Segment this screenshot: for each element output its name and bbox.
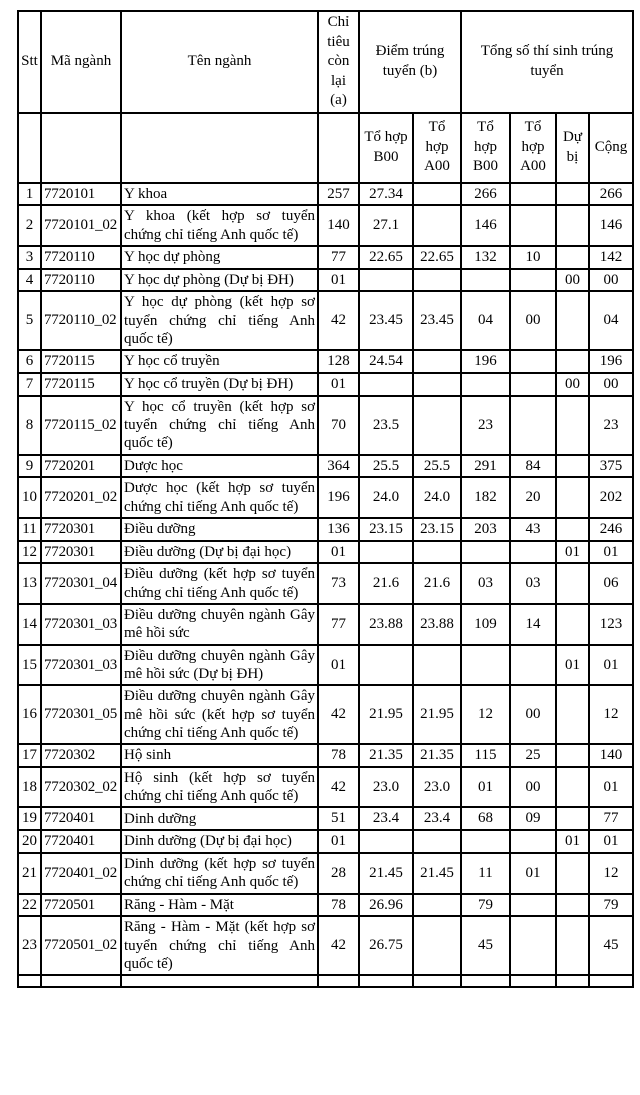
cell-chi-tieu: 73 [318,563,359,604]
cut-off-cell [556,975,589,987]
cell-stt: 4 [18,269,41,292]
cell-tong-b00: 12 [461,685,510,744]
cell-diem-a00 [413,894,461,917]
cell-tong-a00: 20 [510,477,556,518]
cell-cong: 196 [589,350,633,373]
cell-stt: 22 [18,894,41,917]
cell-ma-nganh: 7720401 [41,830,121,853]
cell-diem-b00 [359,830,413,853]
col-header-stt: Stt [18,11,41,113]
cell-cong: 246 [589,518,633,541]
cell-chi-tieu: 01 [318,269,359,292]
cell-chi-tieu: 140 [318,205,359,246]
cell-ma-nganh: 7720302_02 [41,767,121,808]
cut-off-cell [359,975,413,987]
cell-du-bi [556,246,589,269]
cell-tong-b00: 11 [461,853,510,894]
cell-stt: 8 [18,396,41,455]
table-row [18,518,633,541]
cell-stt: 14 [18,604,41,645]
col-header-diem-trung-tuyen: Điểm trúng tuyển (b) [359,11,461,113]
table-row [18,894,633,917]
cell-tong-a00: 00 [510,291,556,350]
cut-off-cell [589,975,633,987]
cell-tong-b00: 03 [461,563,510,604]
cell-ten-nganh: Răng - Hàm - Mặt [121,894,318,917]
cell-cong: 06 [589,563,633,604]
cell-tong-a00: 03 [510,563,556,604]
cell-stt: 3 [18,246,41,269]
table-row [18,645,633,686]
cell-ma-nganh: 7720115 [41,373,121,396]
cell-ten-nganh: Y học dự phòng [121,246,318,269]
cell-tong-a00 [510,269,556,292]
cell-cong: 12 [589,685,633,744]
cell-tong-a00 [510,183,556,206]
cell-ma-nganh: 7720101_02 [41,205,121,246]
cell-du-bi [556,744,589,767]
cell-diem-a00 [413,645,461,686]
table-row [18,246,633,269]
cell-stt: 11 [18,518,41,541]
cell-diem-b00 [359,269,413,292]
cell-du-bi [556,205,589,246]
cell-tong-a00 [510,541,556,564]
cell-du-bi: 00 [556,373,589,396]
cell-chi-tieu: 128 [318,350,359,373]
cell-ma-nganh: 7720302 [41,744,121,767]
cell-du-bi [556,807,589,830]
cell-cong: 142 [589,246,633,269]
cell-tong-a00: 09 [510,807,556,830]
cell-ten-nganh: Y khoa (kết hợp sơ tuyển chứng chỉ tiếng Anh quốc tế) [121,205,318,246]
cell-tong-b00: 182 [461,477,510,518]
table-row [18,350,633,373]
cell-diem-a00: 23.15 [413,518,461,541]
cell-tong-b00: 115 [461,744,510,767]
col-header-ma-nganh: Mã ngành [41,11,121,113]
cell-du-bi: 01 [556,830,589,853]
col-header-chi-tieu: Chỉ tiêu còn lại (a) [318,11,359,113]
cell-diem-a00: 23.45 [413,291,461,350]
subheader-tong-to-hop-b00: Tổ hợp B00 [461,113,510,183]
table-body [18,183,633,988]
cell-chi-tieu: 01 [318,373,359,396]
cell-diem-b00 [359,645,413,686]
cell-stt: 6 [18,350,41,373]
table-row [18,853,633,894]
cell-diem-b00: 27.34 [359,183,413,206]
cell-stt: 18 [18,767,41,808]
cell-cong: 01 [589,541,633,564]
subheader-cong: Cộng [589,113,633,183]
cell-ten-nganh: Dược học (kết hợp sơ tuyển chứng chỉ tiếng Anh quốc tế) [121,477,318,518]
cell-ten-nganh: Điều dưỡng chuyên ngành Gây mê hồi sức [121,604,318,645]
cell-cong: 266 [589,183,633,206]
subheader-empty-chi-tieu [318,113,359,183]
cell-stt: 15 [18,645,41,686]
cell-stt: 20 [18,830,41,853]
cell-ma-nganh: 7720301 [41,541,121,564]
cell-diem-a00: 21.35 [413,744,461,767]
subheader-diem-to-hop-b00: Tổ hợp B00 [359,113,413,183]
subheader-tong-to-hop-a00: Tổ hợp A00 [510,113,556,183]
cell-ma-nganh: 7720115_02 [41,396,121,455]
cell-cong: 45 [589,916,633,975]
cell-chi-tieu: 77 [318,246,359,269]
admission-results-table [17,10,634,988]
cell-diem-b00: 26.75 [359,916,413,975]
cell-stt: 9 [18,455,41,478]
cell-ten-nganh: Điều dưỡng chuyên ngành Gây mê hồi sức (kết hợp sơ tuyển chứng chỉ tiếng Anh quốc tế) [121,685,318,744]
table-header [18,11,633,183]
cell-tong-a00 [510,916,556,975]
cell-chi-tieu: 196 [318,477,359,518]
cell-diem-a00 [413,396,461,455]
table-row [18,477,633,518]
cell-diem-b00: 24.54 [359,350,413,373]
cell-du-bi [556,604,589,645]
cell-tong-a00: 00 [510,767,556,808]
cell-ten-nganh: Dinh dưỡng (Dự bị đại học) [121,830,318,853]
cell-stt: 7 [18,373,41,396]
cell-tong-b00: 291 [461,455,510,478]
cell-chi-tieu: 28 [318,853,359,894]
cell-stt: 23 [18,916,41,975]
table-row [18,744,633,767]
cell-ma-nganh: 7720301_05 [41,685,121,744]
subheader-du-bi: Dự bị [556,113,589,183]
cell-chi-tieu: 01 [318,645,359,686]
cell-tong-b00: 68 [461,807,510,830]
cell-tong-a00: 84 [510,455,556,478]
cell-diem-a00 [413,350,461,373]
cell-cong: 00 [589,373,633,396]
cell-tong-a00: 01 [510,853,556,894]
cell-tong-a00 [510,373,556,396]
cell-stt: 19 [18,807,41,830]
cell-chi-tieu: 70 [318,396,359,455]
cut-off-cell [510,975,556,987]
cell-diem-b00: 21.95 [359,685,413,744]
cell-cong: 01 [589,830,633,853]
cell-diem-a00: 21.6 [413,563,461,604]
cell-diem-b00: 23.88 [359,604,413,645]
cell-ma-nganh: 7720110_02 [41,291,121,350]
cell-stt: 13 [18,563,41,604]
cell-ma-nganh: 7720101 [41,183,121,206]
subheader-diem-to-hop-a00: Tổ hợp A00 [413,113,461,183]
cell-stt: 17 [18,744,41,767]
cell-tong-b00: 23 [461,396,510,455]
cell-ten-nganh: Điều dưỡng [121,518,318,541]
cell-diem-a00 [413,916,461,975]
cell-tong-b00: 01 [461,767,510,808]
cell-diem-b00: 25.5 [359,455,413,478]
cell-ma-nganh: 7720301_04 [41,563,121,604]
table-row [18,269,633,292]
cell-tong-a00: 43 [510,518,556,541]
cell-ma-nganh: 7720201_02 [41,477,121,518]
cell-chi-tieu: 77 [318,604,359,645]
cut-off-cell [461,975,510,987]
table-row [18,604,633,645]
cell-du-bi [556,685,589,744]
cell-ten-nganh: Dược học [121,455,318,478]
cell-ma-nganh: 7720501 [41,894,121,917]
cell-chi-tieu: 136 [318,518,359,541]
cell-ten-nganh: Y học dự phòng (Dự bị ĐH) [121,269,318,292]
cell-ten-nganh: Hộ sinh (kết hợp sơ tuyển chứng chỉ tiếng Anh quốc tế) [121,767,318,808]
cell-tong-b00 [461,541,510,564]
cell-chi-tieu: 01 [318,541,359,564]
cell-ten-nganh: Dinh dưỡng [121,807,318,830]
cell-cong: 375 [589,455,633,478]
cell-stt: 2 [18,205,41,246]
cell-stt: 12 [18,541,41,564]
cell-du-bi [556,455,589,478]
cut-off-cell [413,975,461,987]
table-row [18,455,633,478]
cell-du-bi [556,477,589,518]
cell-cong: 01 [589,767,633,808]
cell-ma-nganh: 7720201 [41,455,121,478]
cell-du-bi [556,396,589,455]
cell-tong-b00: 45 [461,916,510,975]
cell-tong-a00 [510,830,556,853]
cell-tong-b00 [461,645,510,686]
cell-cong: 202 [589,477,633,518]
cell-tong-a00 [510,350,556,373]
cell-ma-nganh: 7720301_03 [41,604,121,645]
cell-ma-nganh: 7720401_02 [41,853,121,894]
cell-diem-a00 [413,373,461,396]
cell-du-bi [556,916,589,975]
cell-diem-b00: 23.15 [359,518,413,541]
table-row [18,685,633,744]
table-row [18,767,633,808]
cell-du-bi [556,767,589,808]
cell-ten-nganh: Điều dưỡng (Dự bị đại học) [121,541,318,564]
cut-off-row [18,975,633,987]
cell-tong-b00 [461,269,510,292]
cell-ten-nganh: Y học cổ truyền (Dự bị ĐH) [121,373,318,396]
cell-ten-nganh: Dinh dưỡng (kết hợp sơ tuyển chứng chỉ tiếng Anh quốc tế) [121,853,318,894]
cell-tong-b00 [461,830,510,853]
table-row [18,541,633,564]
cell-tong-a00 [510,645,556,686]
cell-chi-tieu: 78 [318,744,359,767]
cell-tong-a00: 00 [510,685,556,744]
cell-cong: 04 [589,291,633,350]
cell-chi-tieu: 51 [318,807,359,830]
table-row [18,396,633,455]
cell-stt: 5 [18,291,41,350]
cell-tong-a00 [510,396,556,455]
cell-du-bi [556,853,589,894]
table-row [18,183,633,206]
cell-du-bi [556,350,589,373]
cell-ten-nganh: Y khoa [121,183,318,206]
cell-diem-b00: 24.0 [359,477,413,518]
cell-diem-b00: 26.96 [359,894,413,917]
cell-diem-b00 [359,541,413,564]
cell-tong-b00: 146 [461,205,510,246]
cell-chi-tieu: 42 [318,767,359,808]
cell-diem-b00: 21.35 [359,744,413,767]
cell-du-bi [556,518,589,541]
cell-tong-a00 [510,894,556,917]
cell-chi-tieu: 42 [318,685,359,744]
cell-tong-b00: 132 [461,246,510,269]
cell-ma-nganh: 7720301_03 [41,645,121,686]
cell-cong: 12 [589,853,633,894]
cell-stt: 16 [18,685,41,744]
cell-diem-b00: 23.4 [359,807,413,830]
cell-tong-a00: 14 [510,604,556,645]
cut-off-cell [318,975,359,987]
cell-stt: 1 [18,183,41,206]
cell-du-bi [556,183,589,206]
subheader-empty-ma-nganh [41,113,121,183]
cell-diem-b00 [359,373,413,396]
cell-chi-tieu: 42 [318,291,359,350]
cell-diem-a00: 23.4 [413,807,461,830]
cell-ten-nganh: Điều dưỡng (kết hợp sơ tuyển chứng chỉ tiếng Anh quốc tế) [121,563,318,604]
cell-diem-b00: 21.45 [359,853,413,894]
cell-tong-b00: 196 [461,350,510,373]
cell-diem-a00 [413,541,461,564]
table-row [18,830,633,853]
header-row-sub [18,113,633,183]
cell-ma-nganh: 7720401 [41,807,121,830]
cell-diem-a00: 25.5 [413,455,461,478]
cell-diem-a00: 24.0 [413,477,461,518]
subheader-empty-ten-nganh [121,113,318,183]
cell-chi-tieu: 364 [318,455,359,478]
cell-diem-b00: 27.1 [359,205,413,246]
cell-ten-nganh: Điều dưỡng chuyên ngành Gây mê hồi sức (Dự bị ĐH) [121,645,318,686]
cell-cong: 79 [589,894,633,917]
cell-diem-a00: 23.88 [413,604,461,645]
cell-cong: 00 [589,269,633,292]
cell-tong-a00 [510,205,556,246]
cell-tong-b00 [461,373,510,396]
cell-ma-nganh: 7720115 [41,350,121,373]
cut-off-cell [41,975,121,987]
cell-diem-b00: 23.0 [359,767,413,808]
cell-ma-nganh: 7720501_02 [41,916,121,975]
table-row [18,563,633,604]
cell-cong: 123 [589,604,633,645]
table-row [18,807,633,830]
cell-diem-b00: 22.65 [359,246,413,269]
cell-cong: 146 [589,205,633,246]
cell-du-bi [556,563,589,604]
cell-stt: 21 [18,853,41,894]
table-row [18,373,633,396]
cell-du-bi [556,291,589,350]
cut-off-cell [18,975,41,987]
cell-tong-a00: 25 [510,744,556,767]
cell-chi-tieu: 01 [318,830,359,853]
cell-diem-b00: 23.45 [359,291,413,350]
cell-diem-a00 [413,830,461,853]
cell-chi-tieu: 78 [318,894,359,917]
table-row [18,916,633,975]
cell-ten-nganh: Răng - Hàm - Mặt (kết hợp sơ tuyển chứng chỉ tiếng Anh quốc tế) [121,916,318,975]
cell-du-bi [556,894,589,917]
cut-off-cell [121,975,318,987]
cell-ten-nganh: Y học cổ truyền (kết hợp sơ tuyển chứng chỉ tiếng Anh quốc tế) [121,396,318,455]
cell-du-bi: 01 [556,541,589,564]
cell-tong-b00: 266 [461,183,510,206]
cell-cong: 01 [589,645,633,686]
col-header-ten-nganh: Tên ngành [121,11,318,113]
cell-diem-a00: 21.45 [413,853,461,894]
cell-du-bi: 00 [556,269,589,292]
cell-cong: 140 [589,744,633,767]
subheader-empty-stt [18,113,41,183]
header-row-main [18,11,633,113]
cell-stt: 10 [18,477,41,518]
cell-diem-a00: 22.65 [413,246,461,269]
cell-tong-b00: 203 [461,518,510,541]
cell-cong: 23 [589,396,633,455]
cell-tong-b00: 79 [461,894,510,917]
cell-chi-tieu: 42 [318,916,359,975]
cell-diem-a00 [413,269,461,292]
cell-diem-b00: 21.6 [359,563,413,604]
cell-ma-nganh: 7720110 [41,269,121,292]
cell-diem-a00: 21.95 [413,685,461,744]
cell-diem-a00 [413,205,461,246]
cell-tong-b00: 109 [461,604,510,645]
cell-diem-b00: 23.5 [359,396,413,455]
cell-du-bi: 01 [556,645,589,686]
cell-tong-b00: 04 [461,291,510,350]
cell-diem-a00 [413,183,461,206]
cell-ten-nganh: Y học cổ truyền [121,350,318,373]
cell-ten-nganh: Hộ sinh [121,744,318,767]
cell-ma-nganh: 7720110 [41,246,121,269]
cell-chi-tieu: 257 [318,183,359,206]
col-header-tong-so-thi-sinh: Tổng số thí sinh trúng tuyển [461,11,633,113]
cell-tong-a00: 10 [510,246,556,269]
cell-cong: 77 [589,807,633,830]
table-row [18,291,633,350]
table-row [18,205,633,246]
cell-ten-nganh: Y học dự phòng (kết hợp sơ tuyển chứng chỉ tiếng Anh quốc tế) [121,291,318,350]
cell-ma-nganh: 7720301 [41,518,121,541]
cell-diem-a00: 23.0 [413,767,461,808]
